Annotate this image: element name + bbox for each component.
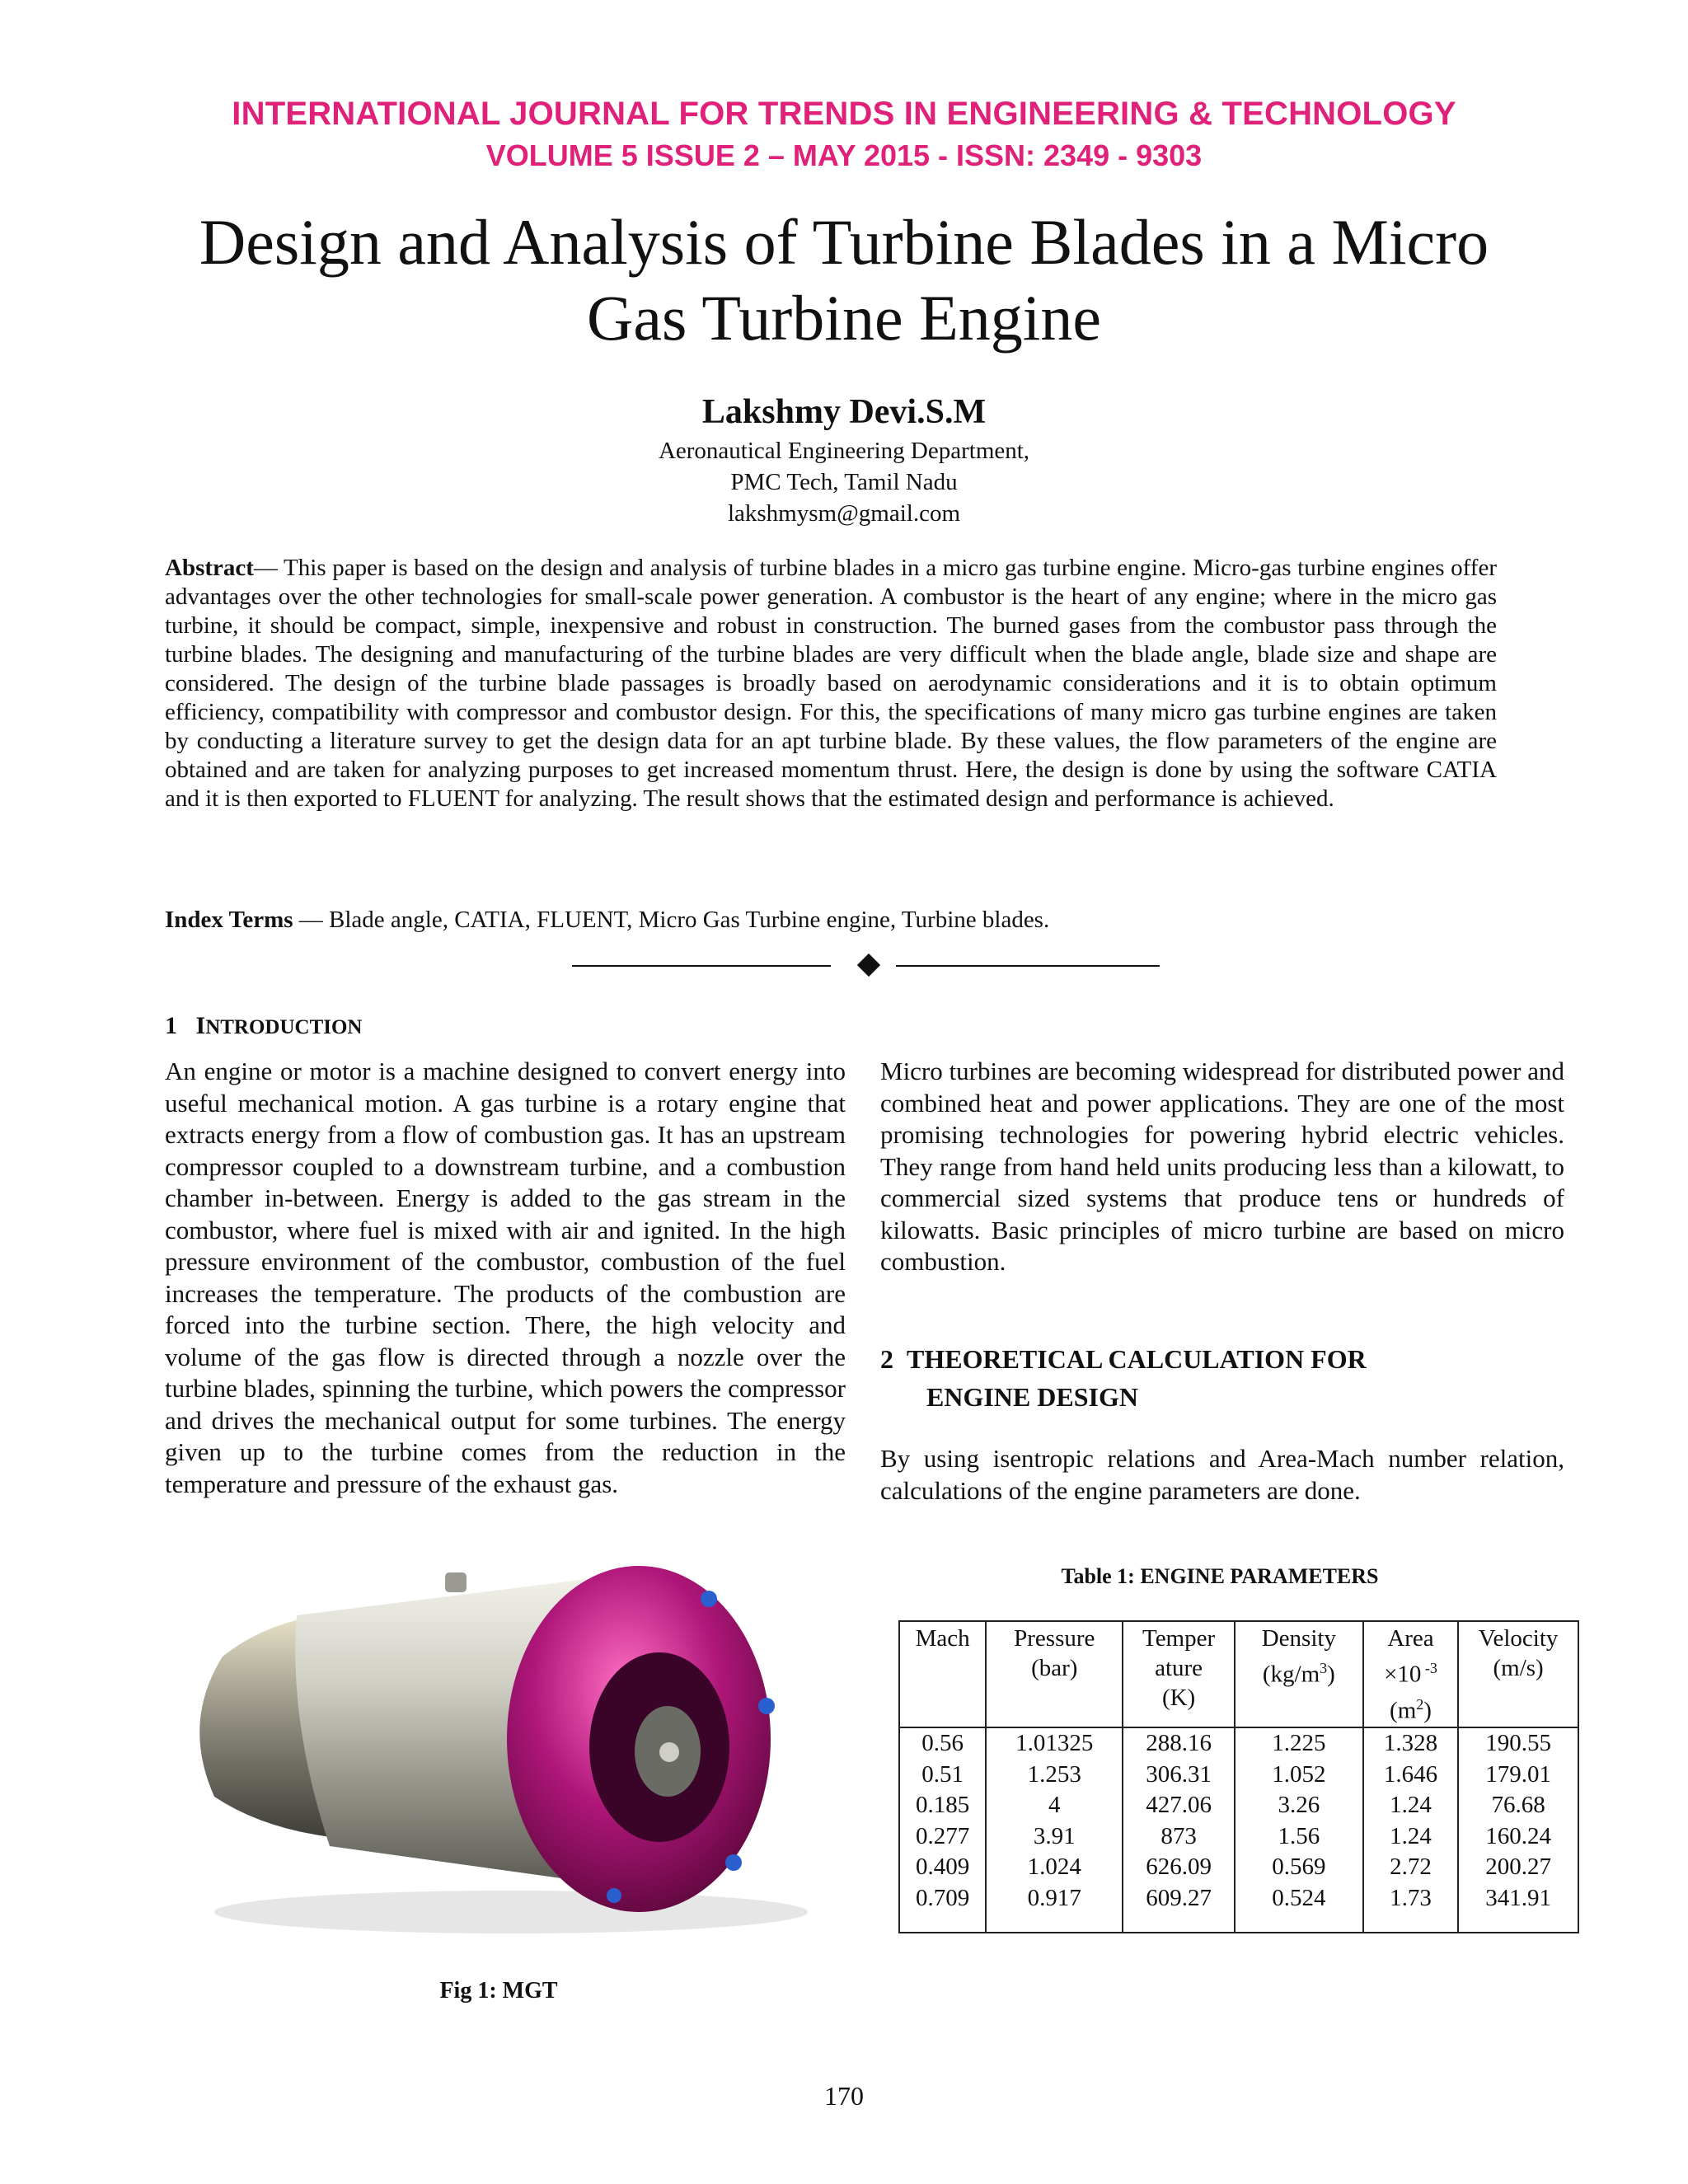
section2-paragraph: By using isentropic relations and Area-Mach number relation, calculations of the engine parameters are done. xyxy=(880,1444,1564,1505)
affiliation-department: Aeronautical Engineering Department, xyxy=(658,438,1030,464)
figure1-caption: Fig 1: MGT xyxy=(439,1978,558,2004)
col-header-velocity: Velocity (m/s) xyxy=(1458,1621,1578,1727)
figure-hub-center xyxy=(659,1742,679,1762)
table-cell: 873 xyxy=(1123,1821,1235,1853)
table-cell: 1.24 xyxy=(1363,1790,1458,1821)
section1-paragraph: An engine or motor is a machine designed to convert energy into useful mechanical motion. A gas turbine is a rotary engine that extracts energy from a flow of combustion gas. It has an upstream compressor coupled to a downstream turbine, and a combustion chamber in-between. Energy is added to the gas stream in the combustor, where fuel is mixed with air and ignited. In the high pressure environment of the combustor, combustion of the fuel increases the temperature. The products of the combustion are forced into the turbine section. There, the high velocity and volume of the gas flow is directed through a nozzle over the turbine blades, spinning the turbine, which powers the compressor and drives the mechanical output for some turbines. The energy given up to the turbine comes from the reduction in the temperature and pressure of the exhaust gas. xyxy=(165,1057,846,1498)
abstract xyxy=(165,554,1497,813)
figure-micro-gas-turbine xyxy=(165,1558,832,1953)
right-intro-paragraph: Micro turbines are becoming widespread for distributed power and combined heat and power applications. They are one of the most promising technologies for powering hybrid electric vehicles. They range from hand held units producing less than a kilowatt, to commercial sized systems that produce tens or hundreds of kilowatts. Basic principles of micro turbine are based on micro combustion. xyxy=(880,1057,1564,1276)
col-header-mach: Mach xyxy=(899,1621,986,1727)
journal-name: INTERNATIONAL JOURNAL FOR TRENDS IN ENGINEERING & TECHNOLOGY xyxy=(232,96,1456,132)
index-terms xyxy=(165,907,1049,934)
engine-parameters-table xyxy=(898,1620,1579,1933)
table-cell: 0.277 xyxy=(899,1821,986,1853)
section2-title-line1: THEORETICAL CALCULATION FOR xyxy=(907,1344,1367,1374)
table-cell: 3.91 xyxy=(986,1821,1123,1853)
paper-title-line2: Gas Turbine Engine xyxy=(587,282,1101,354)
table-cell: 1.73 xyxy=(1363,1883,1458,1933)
table-cell: 626.09 xyxy=(1123,1852,1235,1883)
col-header-area: Area ×10 $^{-3}$ $(m^2)$ xyxy=(1363,1621,1458,1727)
divider-diamond xyxy=(857,954,880,977)
table-cell: 0.51 xyxy=(899,1760,986,1791)
section2-title-line2: ENGINE DESIGN xyxy=(926,1382,1138,1412)
figure-shadow xyxy=(214,1891,808,1933)
paper-title-line1: Design and Analysis of Turbine Blades in a Micro xyxy=(199,206,1489,278)
table-row xyxy=(899,1852,1578,1883)
table-cell: 0.569 xyxy=(1235,1852,1363,1883)
table-cell: 1.01325 xyxy=(986,1727,1123,1760)
table-cell: 1.024 xyxy=(986,1852,1123,1883)
page-number: 170 xyxy=(824,2081,864,2111)
col-header-temperature: Temper ature (K) xyxy=(1123,1621,1235,1727)
table-cell: 0.185 xyxy=(899,1790,986,1821)
section2-number: 2 xyxy=(880,1344,893,1374)
affiliation-institution: PMC Tech, Tamil Nadu xyxy=(730,469,958,495)
section1-number: 1 xyxy=(165,1012,177,1039)
table-row xyxy=(899,1821,1578,1853)
figure-fitting-4 xyxy=(607,1888,621,1903)
table-cell: 1.225 xyxy=(1235,1727,1363,1760)
table-cell: 200.27 xyxy=(1458,1852,1578,1883)
table-row xyxy=(899,1760,1578,1791)
table-cell: 0.409 xyxy=(899,1852,986,1883)
section2-body xyxy=(880,1443,1564,1507)
right-intro xyxy=(880,1056,1564,1278)
section1-body xyxy=(165,1056,846,1500)
table-cell: 0.917 xyxy=(986,1883,1123,1933)
index-terms-label: Index Terms xyxy=(165,907,293,933)
table1-caption: Table 1: ENGINE PARAMETERS xyxy=(1061,1564,1379,1588)
section2-heading xyxy=(880,1340,1367,1416)
table-cell: 306.31 xyxy=(1123,1760,1235,1791)
abstract-text: This paper is based on the design and analysis of turbine blades in a micro gas turbine engine. Micro-gas turbine engines offer advantages over the other technologies for small-scale power generation. A combustor is the heart of any engine; where in the micro gas turbine, it should be compact, simple, inexpensive and robust in construction. The burned gases from the combustor pass through the turbine blades. The designing and manufacturing of the turbine blades are very difficult when the blade angle, blade size and shape are considered. The design of the turbine blade passages is broadly based on aerodynamic considerations and it is to obtain optimum efficiency, compatibility with compressor and combustor design. For this, the specifications of many micro gas turbine engines are taken by conducting a literature survey to get the design data for an apt turbine blade. By these values, the flow parameters of the engine are obtained and are taken for analyzing purposes to get increased momentum thrust. Here, the design is done by using the software CATIA and it is then exported to FLUENT for analyzing. The result shows that the estimated design and performance is achieved. xyxy=(165,555,1497,812)
divider-right xyxy=(896,965,1160,967)
table-cell: 288.16 xyxy=(1123,1727,1235,1760)
affiliation xyxy=(0,435,1688,529)
paper-title xyxy=(0,204,1688,356)
table-cell: 1.328 xyxy=(1363,1727,1458,1760)
table-cell: 1.646 xyxy=(1363,1760,1458,1791)
table-cell: 1.24 xyxy=(1363,1821,1458,1853)
table-row xyxy=(899,1727,1578,1760)
table-cell: 0.524 xyxy=(1235,1883,1363,1933)
table-cell: 76.68 xyxy=(1458,1790,1578,1821)
table-row xyxy=(899,1790,1578,1821)
figure-fitting-3 xyxy=(725,1854,742,1871)
table-cell: 1.052 xyxy=(1235,1760,1363,1791)
section1-title-initial: I xyxy=(195,1012,206,1039)
table-cell: 0.56 xyxy=(899,1727,986,1760)
table-cell: 179.01 xyxy=(1458,1760,1578,1791)
table-cell: 609.27 xyxy=(1123,1883,1235,1933)
figure-fitting-2 xyxy=(758,1698,775,1714)
table-cell: 190.55 xyxy=(1458,1727,1578,1760)
abstract-label: Abstract xyxy=(165,555,254,581)
figure-top-fitting xyxy=(445,1572,467,1592)
author-email: lakshmysm@gmail.com xyxy=(727,500,961,527)
table-cell: 3.26 xyxy=(1235,1790,1363,1821)
section1-heading xyxy=(165,1012,362,1040)
table-cell: 1.253 xyxy=(986,1760,1123,1791)
table-cell: 2.72 xyxy=(1363,1852,1458,1883)
divider-left xyxy=(572,965,831,967)
col-header-density: Density $(kg/m^3)$ xyxy=(1235,1621,1363,1727)
table-header-row xyxy=(899,1621,1578,1727)
table-cell: 0.709 xyxy=(899,1883,986,1933)
journal-issue: VOLUME 5 ISSUE 2 – MAY 2015 - ISSN: 2349 - 9303 xyxy=(485,138,1203,172)
table-cell: 427.06 xyxy=(1123,1790,1235,1821)
col-header-pressure: Pressure (bar) xyxy=(986,1621,1123,1727)
table-row xyxy=(899,1883,1578,1933)
section1-title-rest: NTRODUCTION xyxy=(205,1016,363,1038)
figure-fitting-1 xyxy=(701,1591,717,1607)
index-terms-text: Blade angle, CATIA, FLUENT, Micro Gas Turbine engine, Turbine blades. xyxy=(329,907,1050,933)
abstract-dash: — xyxy=(253,555,284,581)
table-cell: 341.91 xyxy=(1458,1883,1578,1933)
table-cell: 4 xyxy=(986,1790,1123,1821)
table-cell: 160.24 xyxy=(1458,1821,1578,1853)
table-cell: 1.56 xyxy=(1235,1821,1363,1853)
index-terms-dash: — xyxy=(293,907,330,933)
author-name: Lakshmy Devi.S.M xyxy=(701,393,987,431)
